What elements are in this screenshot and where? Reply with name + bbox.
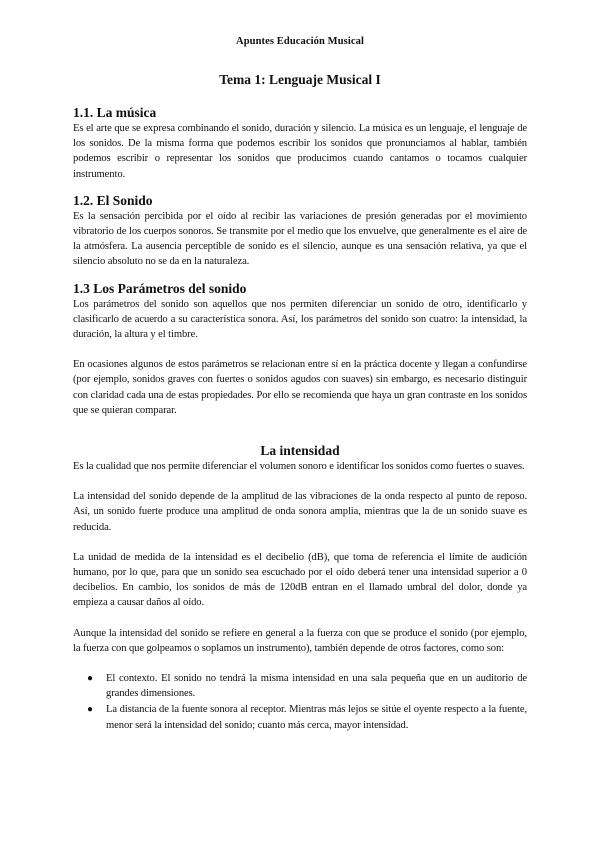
- section-parametros: [73, 280, 527, 418]
- paragraph: Es la cualidad que nos permite diferenciar el volumen sonoro e identificar los sonidos como fuertes o suaves.: [73, 461, 525, 473]
- paragraph: La unidad de medida de la intensidad es el decibelio (dB), que toma de referencia el límite de audición humano, por lo que, para que un sonido sea escuchado por el oído deberá tener una intensidad superior a 0 decibelios. En cambio, los sonidos de más de 120dB entran en el llamado umbral del dolor, donde ya empieza a causar daños al oído.: [73, 551, 527, 609]
- page-header: Apuntes Educación Musical: [236, 36, 364, 47]
- bullet-icon: ●: [87, 673, 93, 685]
- paragraph: Aunque la intensidad del sonido se refiere en general a la fuerza con que se produce el sonido (por ejemplo, la fuerza con que golpeamos o soplamos un instrumento), también depende de otros factores, como son:: [73, 627, 527, 654]
- paragraph: Es la sensación percibida por el oído al recibir las variaciones de presión generadas por el movimiento vibratorio de los cuerpos sonoros. Se transmite por el medio que los envuelve, que generalmente es el aire de la atmósfera. La ausencia perceptible de sonido es el silencio, aunque es una sensación relativa, ya que el silencio absoluto no se da en la naturaleza.: [73, 210, 527, 268]
- bullet-icon: ●: [87, 704, 93, 716]
- paragraph: Es el arte que se expresa combinando el sonido, duración y silencio. La música es un lenguaje, el lenguaje de los sonidos. De la misma forma que podemos escribir los sonidos que pronunciamos al hablar, también podemos escribir o representar los sonidos que producimos cuando cantamos o tocamos cualquier instrumento.: [73, 123, 527, 180]
- paragraph: La intensidad del sonido depende de la amplitud de las vibraciones de la onda respecto al punto de reposo. Así, un sonido fuerte produce una amplitud de onda sonora amplia, mientras que la de un sonido suave es reducida.: [73, 491, 527, 533]
- section-heading: La intensidad: [260, 443, 340, 459]
- list-item-text: La distancia de la fuente sonora al receptor. Mientras más lejos se sitúe el oyente respecto a la fuente, menor será la intensidad del sonido; cuanto más cerca, mayor intensidad.: [106, 704, 527, 731]
- section-el-sonido: [73, 192, 527, 270]
- section-la-musica: [73, 104, 527, 182]
- section-heading: 1.3 Los Parámetros del sonido: [73, 280, 247, 296]
- paragraph: En ocasiones algunos de estos parámetros se relacionan entre sí en la práctica docente y llegan a confundirse (por ejemplo, sonidos graves con fuertes o sonidos agudos con suaves) sin embargo, es necesario distinguir con claridad cada una de estas propiedades. Por ello se recomienda que haya un gran contraste en los sonidos que se quieran comparar.: [73, 359, 527, 416]
- section-heading: 1.2. El Sonido: [73, 192, 153, 208]
- list-item: [73, 702, 527, 732]
- document-body: [73, 104, 527, 734]
- paragraph: Los parámetros del sonido son aquellos que nos permiten diferenciar un sonido de otro, identificarlo y clasificarlo de acuerdo a su característica sonora. Así, los parámetros del sonido son cuatro: la intensidad, la duración, la altura y el timbre.: [73, 298, 527, 341]
- list-item: [73, 671, 527, 701]
- bullet-list: [73, 671, 527, 733]
- section-la-intensidad: [73, 442, 527, 733]
- section-heading: 1.1. La música: [73, 105, 157, 120]
- tema-title: Tema 1: Lenguaje Musical I: [219, 72, 381, 87]
- list-item-text: El contexto. El sonido no tendrá la misma intensidad en una sala pequeña que en un auditorio de grandes dimensiones.: [106, 673, 527, 700]
